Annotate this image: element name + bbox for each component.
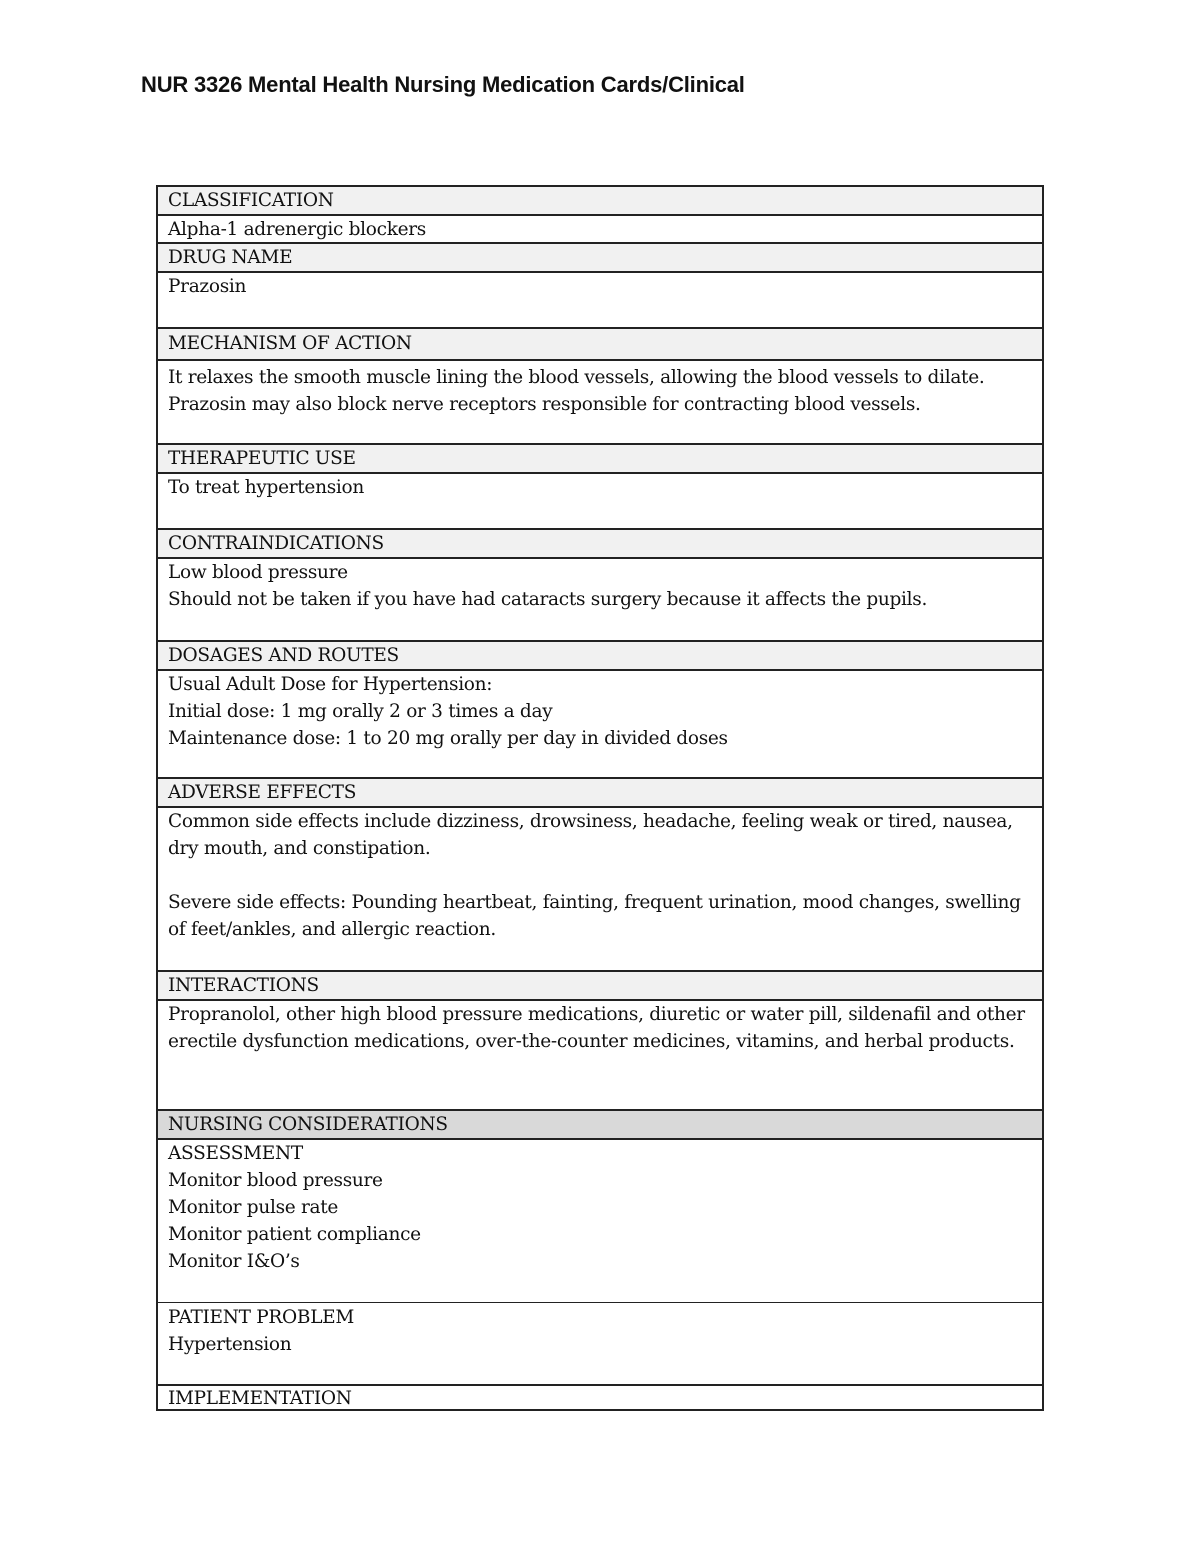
therapeutic-use-section xyxy=(158,472,1042,528)
assessment-item: Monitor pulse rate xyxy=(168,1197,339,1218)
dosages-section xyxy=(158,669,1042,777)
mechanism-line: Prazosin may also block nerve receptors responsible for contracting blood vessels. xyxy=(168,394,921,415)
patient-problem-value: Hypertension xyxy=(168,1334,292,1355)
dosage-line: Initial dose: 1 mg orally 2 or 3 times a day xyxy=(168,701,553,722)
assessment-item: Monitor blood pressure xyxy=(168,1170,383,1191)
assessment-item: Monitor patient compliance xyxy=(168,1224,421,1245)
adverse-effects-severe: Severe side effects: Pounding heartbeat, fainting, frequent urination, mood changes, swelling of feet/ankles, and allergic reaction. xyxy=(168,892,1021,940)
interactions-section xyxy=(158,999,1042,1109)
mechanism-line: It relaxes the smooth muscle lining the blood vessels, allowing the blood vessels to dilate. xyxy=(168,367,985,388)
patient-problem-section xyxy=(158,1302,1042,1384)
medication-card xyxy=(156,185,1044,1411)
drug-name-header: DRUG NAME xyxy=(158,242,1042,271)
implementation-label: IMPLEMENTATION xyxy=(168,1388,352,1409)
classification-section xyxy=(158,214,1042,242)
contraindication-line: Should not be taken if you have had cataracts surgery because it affects the pupils. xyxy=(168,589,928,610)
mechanism-section xyxy=(158,359,1042,443)
drug-name-section xyxy=(158,271,1042,327)
therapeutic-use-value: To treat hypertension xyxy=(168,477,364,498)
implementation-section xyxy=(158,1384,1042,1409)
interactions-header: INTERACTIONS xyxy=(158,970,1042,999)
nursing-considerations-header: NURSING CONSIDERATIONS xyxy=(158,1109,1042,1138)
classification-value: Alpha-1 adrenergic blockers xyxy=(168,219,426,240)
dosages-header: DOSAGES AND ROUTES xyxy=(158,640,1042,669)
adverse-effects-header: ADVERSE EFFECTS xyxy=(158,777,1042,806)
contraindications-section xyxy=(158,557,1042,640)
interactions-value: Propranolol, other high blood pressure medications, diuretic or water pill, sildenafil and other erectile dysfunction medications, over-the-counter medicines, vitamins, and herbal products. xyxy=(168,1004,1025,1052)
drug-name-value: Prazosin xyxy=(168,276,247,297)
assessment-section xyxy=(158,1138,1042,1302)
classification-header: CLASSIFICATION xyxy=(158,187,1042,214)
contraindications-header: CONTRAINDICATIONS xyxy=(158,528,1042,557)
therapeutic-use-header: THERAPEUTIC USE xyxy=(158,443,1042,472)
assessment-item: Monitor I&O’s xyxy=(168,1251,300,1272)
patient-problem-label: PATIENT PROBLEM xyxy=(168,1307,355,1328)
page-title: NUR 3326 Mental Health Nursing Medication Cards/Clinical xyxy=(141,72,745,97)
adverse-effects-common: Common side effects include dizziness, drowsiness, headache, feeling weak or tired, nausea, dry mouth, and constipation. xyxy=(168,811,1013,859)
contraindication-line: Low blood pressure xyxy=(168,562,348,583)
assessment-label: ASSESSMENT xyxy=(168,1143,303,1164)
mechanism-header: MECHANISM OF ACTION xyxy=(158,327,1042,359)
dosage-line: Maintenance dose: 1 to 20 mg orally per day in divided doses xyxy=(168,728,728,749)
adverse-effects-section xyxy=(158,806,1042,970)
dosage-line: Usual Adult Dose for Hypertension: xyxy=(168,674,493,695)
